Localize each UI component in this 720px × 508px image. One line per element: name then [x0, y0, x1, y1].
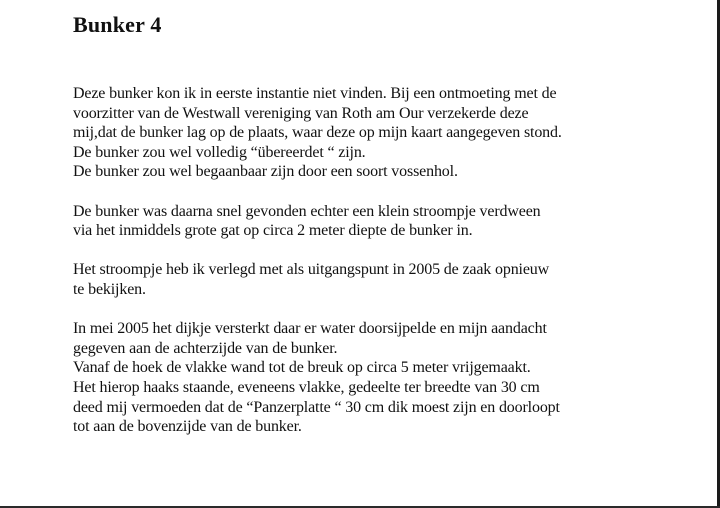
paragraph-1: [73, 84, 713, 182]
text-line: De bunker zou wel begaanbaar zijn door een soort vossenhol.: [73, 163, 458, 181]
text-line: In mei 2005 het dijkje versterkt daar er water doorsijpelde en mijn aandacht: [73, 320, 547, 338]
paragraph-2: [73, 202, 713, 241]
text-line: Deze bunker kon ik in eerste instantie niet vinden. Bij een ontmoeting met de: [73, 85, 557, 102]
document-title: Bunker 4: [73, 12, 162, 37]
paragraph-4: [73, 319, 713, 437]
text-line: voorzitter van de Westwall vereniging van Roth am Our verzekerde deze: [73, 104, 529, 122]
text-line: te bekijken.: [73, 280, 146, 298]
text-line: Het hierop haaks staande, eveneens vlakke, gedeelte ter breedte van 30 cm: [73, 378, 540, 396]
text-line: gegeven aan de achterzijde van de bunker.: [73, 339, 338, 357]
text-line: mij,dat de bunker lag op de plaats, waar deze op mijn kaart aangegeven stond.: [73, 124, 562, 142]
text-line: deed mij vermoeden dat de “Panzerplatte “ 30 cm dik moest zijn en doorloopt: [73, 398, 560, 416]
text-line: De bunker was daarna snel gevonden echter een klein stroompje verdween: [73, 202, 541, 220]
text-line: tot aan de bovenzijde van de bunker.: [73, 418, 302, 436]
text-line: Vanaf de hoek de vlakke wand tot de breuk op circa 5 meter vrijgemaakt.: [73, 359, 531, 377]
document-body: [73, 84, 713, 456]
text-line: via het inmiddels grote gat op circa 2 meter diepte de bunker in.: [73, 222, 473, 240]
paragraph-3: [73, 260, 713, 299]
text-line: Het stroompje heb ik verlegd met als uitgangspunt in 2005 de zaak opnieuw: [73, 261, 550, 279]
text-line: De bunker zou wel volledig “übereerdet “ zijn.: [73, 143, 366, 161]
